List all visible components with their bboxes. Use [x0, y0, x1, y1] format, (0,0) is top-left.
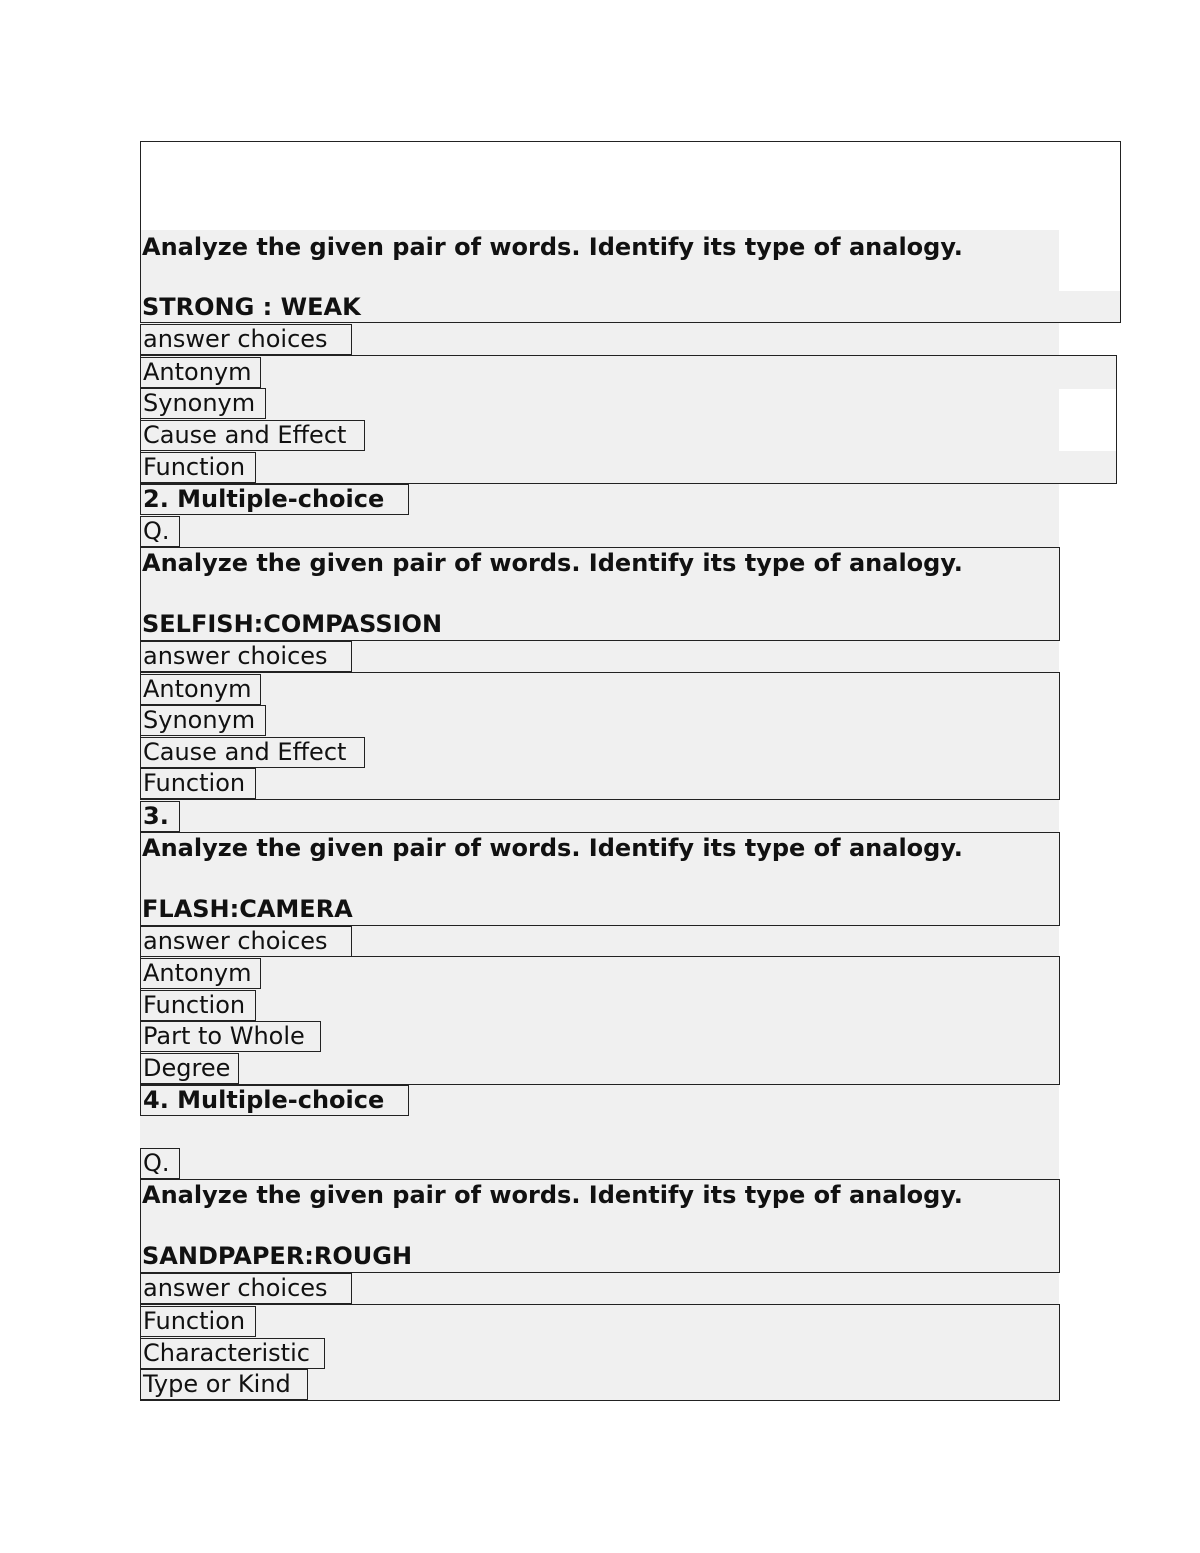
- question-4-choice-c[interactable]: Type or Kind: [140, 1369, 308, 1400]
- question-2-choices-list: [140, 672, 1060, 800]
- question-2-choice-b[interactable]: Synonym: [140, 705, 266, 736]
- question-4-q-label: Q.: [140, 1148, 180, 1179]
- question-4-answer-choices-label: answer choices: [140, 1273, 352, 1304]
- question-1-choices-row-white: [1059, 389, 1116, 451]
- question-3-choice-d[interactable]: Degree: [140, 1053, 239, 1084]
- question-2-answer-choices-label: answer choices: [140, 641, 352, 672]
- question-1-prompt: Analyze the given pair of words. Identify its type of analogy.: [142, 233, 963, 261]
- question-3-word-pair: FLASH:CAMERA: [142, 895, 353, 923]
- question-1-choice-a[interactable]: Antonym: [140, 357, 261, 388]
- question-1-choices-row-bg: [1059, 356, 1116, 389]
- question-4-choice-a[interactable]: Function: [140, 1306, 256, 1337]
- question-4-prompt: Analyze the given pair of words. Identify its type of analogy.: [142, 1181, 963, 1209]
- question-2-q-label: Q.: [140, 516, 180, 547]
- question-4-word-pair: SANDPAPER:ROUGH: [142, 1242, 413, 1270]
- question-2-choice-d[interactable]: Function: [140, 768, 256, 799]
- question-3-answer-choices-label: answer choices: [140, 926, 352, 957]
- question-1-choice-b[interactable]: Synonym: [140, 388, 266, 419]
- question-2-header: 2. Multiple-choice: [140, 484, 409, 515]
- question-4-choice-b[interactable]: Characteristic: [140, 1338, 325, 1369]
- question-2-choice-c[interactable]: Cause and Effect: [140, 737, 365, 768]
- question-1-choice-d[interactable]: Function: [140, 452, 256, 483]
- question-1-choice-c[interactable]: Cause and Effect: [140, 420, 365, 451]
- question-3-choice-c[interactable]: Part to Whole: [140, 1021, 321, 1052]
- question-2-word-pair: SELFISH:COMPASSION: [142, 610, 443, 638]
- question-1-choices-row-bg-2: [1059, 451, 1116, 483]
- question-4-header: 4. Multiple-choice: [140, 1085, 409, 1116]
- question-3-choice-b[interactable]: Function: [140, 990, 256, 1021]
- question-3-prompt: Analyze the given pair of words. Identify its type of analogy.: [142, 834, 963, 862]
- question-2-choice-a[interactable]: Antonym: [140, 674, 261, 705]
- question-1-answer-choices-label: answer choices: [140, 324, 352, 355]
- question-3-number: 3.: [140, 801, 180, 832]
- question-2-prompt: Analyze the given pair of words. Identify its type of analogy.: [142, 549, 963, 577]
- question-1-prompt-extension: [1059, 291, 1120, 322]
- question-3-choice-a[interactable]: Antonym: [140, 958, 261, 989]
- question-1-word-pair: STRONG : WEAK: [142, 293, 361, 321]
